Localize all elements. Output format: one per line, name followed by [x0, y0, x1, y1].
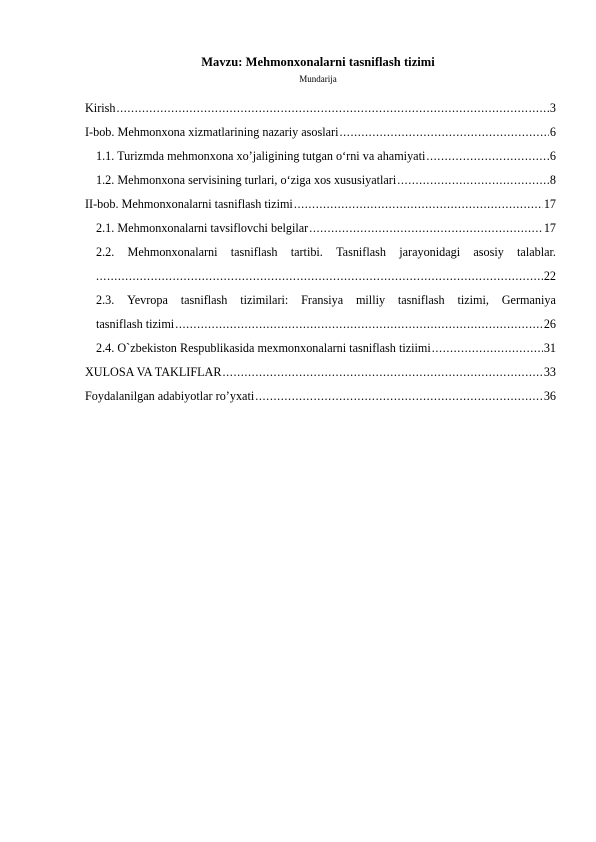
toc-word: milliy	[355, 293, 386, 307]
toc-word: jarayonidagi	[399, 245, 461, 259]
toc-leader-dots	[116, 100, 548, 116]
toc-leader-dots	[96, 268, 543, 284]
toc-entry-1-2[interactable]	[96, 172, 556, 188]
toc-word: Tasniflash	[336, 245, 386, 259]
toc-entry-adabiyot[interactable]	[85, 388, 556, 404]
toc-word: tizimilari:	[240, 293, 289, 307]
toc-leader-dots	[426, 148, 549, 164]
document-title: Mavzu: Mehmonxonalarni tasniflash tizimi	[201, 55, 435, 69]
toc-word: talablar.	[517, 245, 556, 259]
toc-word: tasniflash	[230, 245, 278, 259]
toc-leader-dots	[175, 316, 543, 332]
toc-entry-label: I-bob. Mehmonxona xizmatlarining nazariy asoslari	[85, 125, 339, 139]
toc-page-number: 8	[549, 173, 556, 187]
toc-entry-label: 2.1. Mehmonxonalarni tavsiflovchi belgilar	[96, 221, 309, 235]
toc-page-number: 36	[543, 389, 556, 403]
toc-entry-bob1[interactable]	[85, 124, 556, 140]
toc-leader-dots	[255, 388, 543, 404]
toc-word: tizimi,	[457, 293, 489, 307]
toc-leader-dots	[223, 364, 543, 380]
toc-entry-label: Foydalanilgan adabiyotlar ro’yxati	[85, 389, 255, 403]
toc-entry-label: II-bob. Mehmonxonalarni tasniflash tizimi	[85, 197, 293, 211]
toc-word: tartibi.	[290, 245, 323, 259]
toc-word: Fransiya	[301, 293, 344, 307]
toc-entry-label: 1.1. Turizmda mehmonxona xo’jaligining tutgan o‘rni va ahamiyati	[96, 149, 426, 163]
toc-page-number: 17	[543, 197, 556, 211]
toc-entry-xulosa[interactable]	[85, 364, 556, 380]
toc-leader-dots	[397, 172, 549, 188]
toc-entry-kirish[interactable]	[85, 100, 556, 116]
toc-word: tasniflash	[397, 293, 445, 307]
toc-entry-2-3-line1[interactable]	[96, 292, 556, 308]
toc-entry-label: 1.2. Mehmonxona servisining turlari, o‘ziga xos xususiyatlari	[96, 173, 397, 187]
toc-leader-dots	[294, 196, 543, 212]
toc-word: Germaniya	[501, 293, 556, 307]
toc-word: tasniflash	[180, 293, 228, 307]
toc-word: asosiy	[473, 245, 504, 259]
toc-entry-2-2-line1[interactable]	[96, 244, 556, 260]
toc-leader-dots	[432, 340, 543, 356]
toc-entry-label: tasniflash tizimi	[96, 317, 175, 331]
toc-word: 2.2.	[96, 245, 115, 259]
toc-entry-2-3-line2[interactable]	[96, 316, 556, 332]
toc-page-number: 31	[543, 341, 556, 355]
toc-page-number: 22	[543, 269, 556, 283]
toc-page-number: 33	[543, 365, 556, 379]
toc-word: Mehmonxonalarni	[127, 245, 218, 259]
toc-page-number: 26	[543, 317, 556, 331]
toc-entry-2-1[interactable]	[96, 220, 556, 236]
toc-entry-2-4[interactable]	[96, 340, 556, 356]
toc-entry-label: Kirish	[85, 101, 116, 115]
toc-entry-bob2[interactable]	[85, 196, 556, 212]
toc-page-number: 3	[549, 101, 556, 115]
toc-word: Yevropa	[127, 293, 168, 307]
toc-page-number: 17	[543, 221, 556, 235]
toc-leader-dots	[309, 220, 543, 236]
toc-entry-label: 2.4. O`zbekiston Respublikasida mexmonxonalarni tasniflash tiziimi	[96, 341, 431, 355]
toc-entry-2-2-line2[interactable]	[96, 268, 556, 284]
toc-word: 2.3.	[96, 293, 115, 307]
document-subtitle: Mundarija	[299, 74, 337, 84]
toc-leader-dots	[340, 124, 549, 140]
toc-entry-label: XULOSA VA TAKLIFLAR	[85, 365, 222, 379]
toc-entry-1-1[interactable]	[96, 148, 556, 164]
toc-page-number: 6	[549, 149, 556, 163]
toc-page-number: 6	[549, 125, 556, 139]
